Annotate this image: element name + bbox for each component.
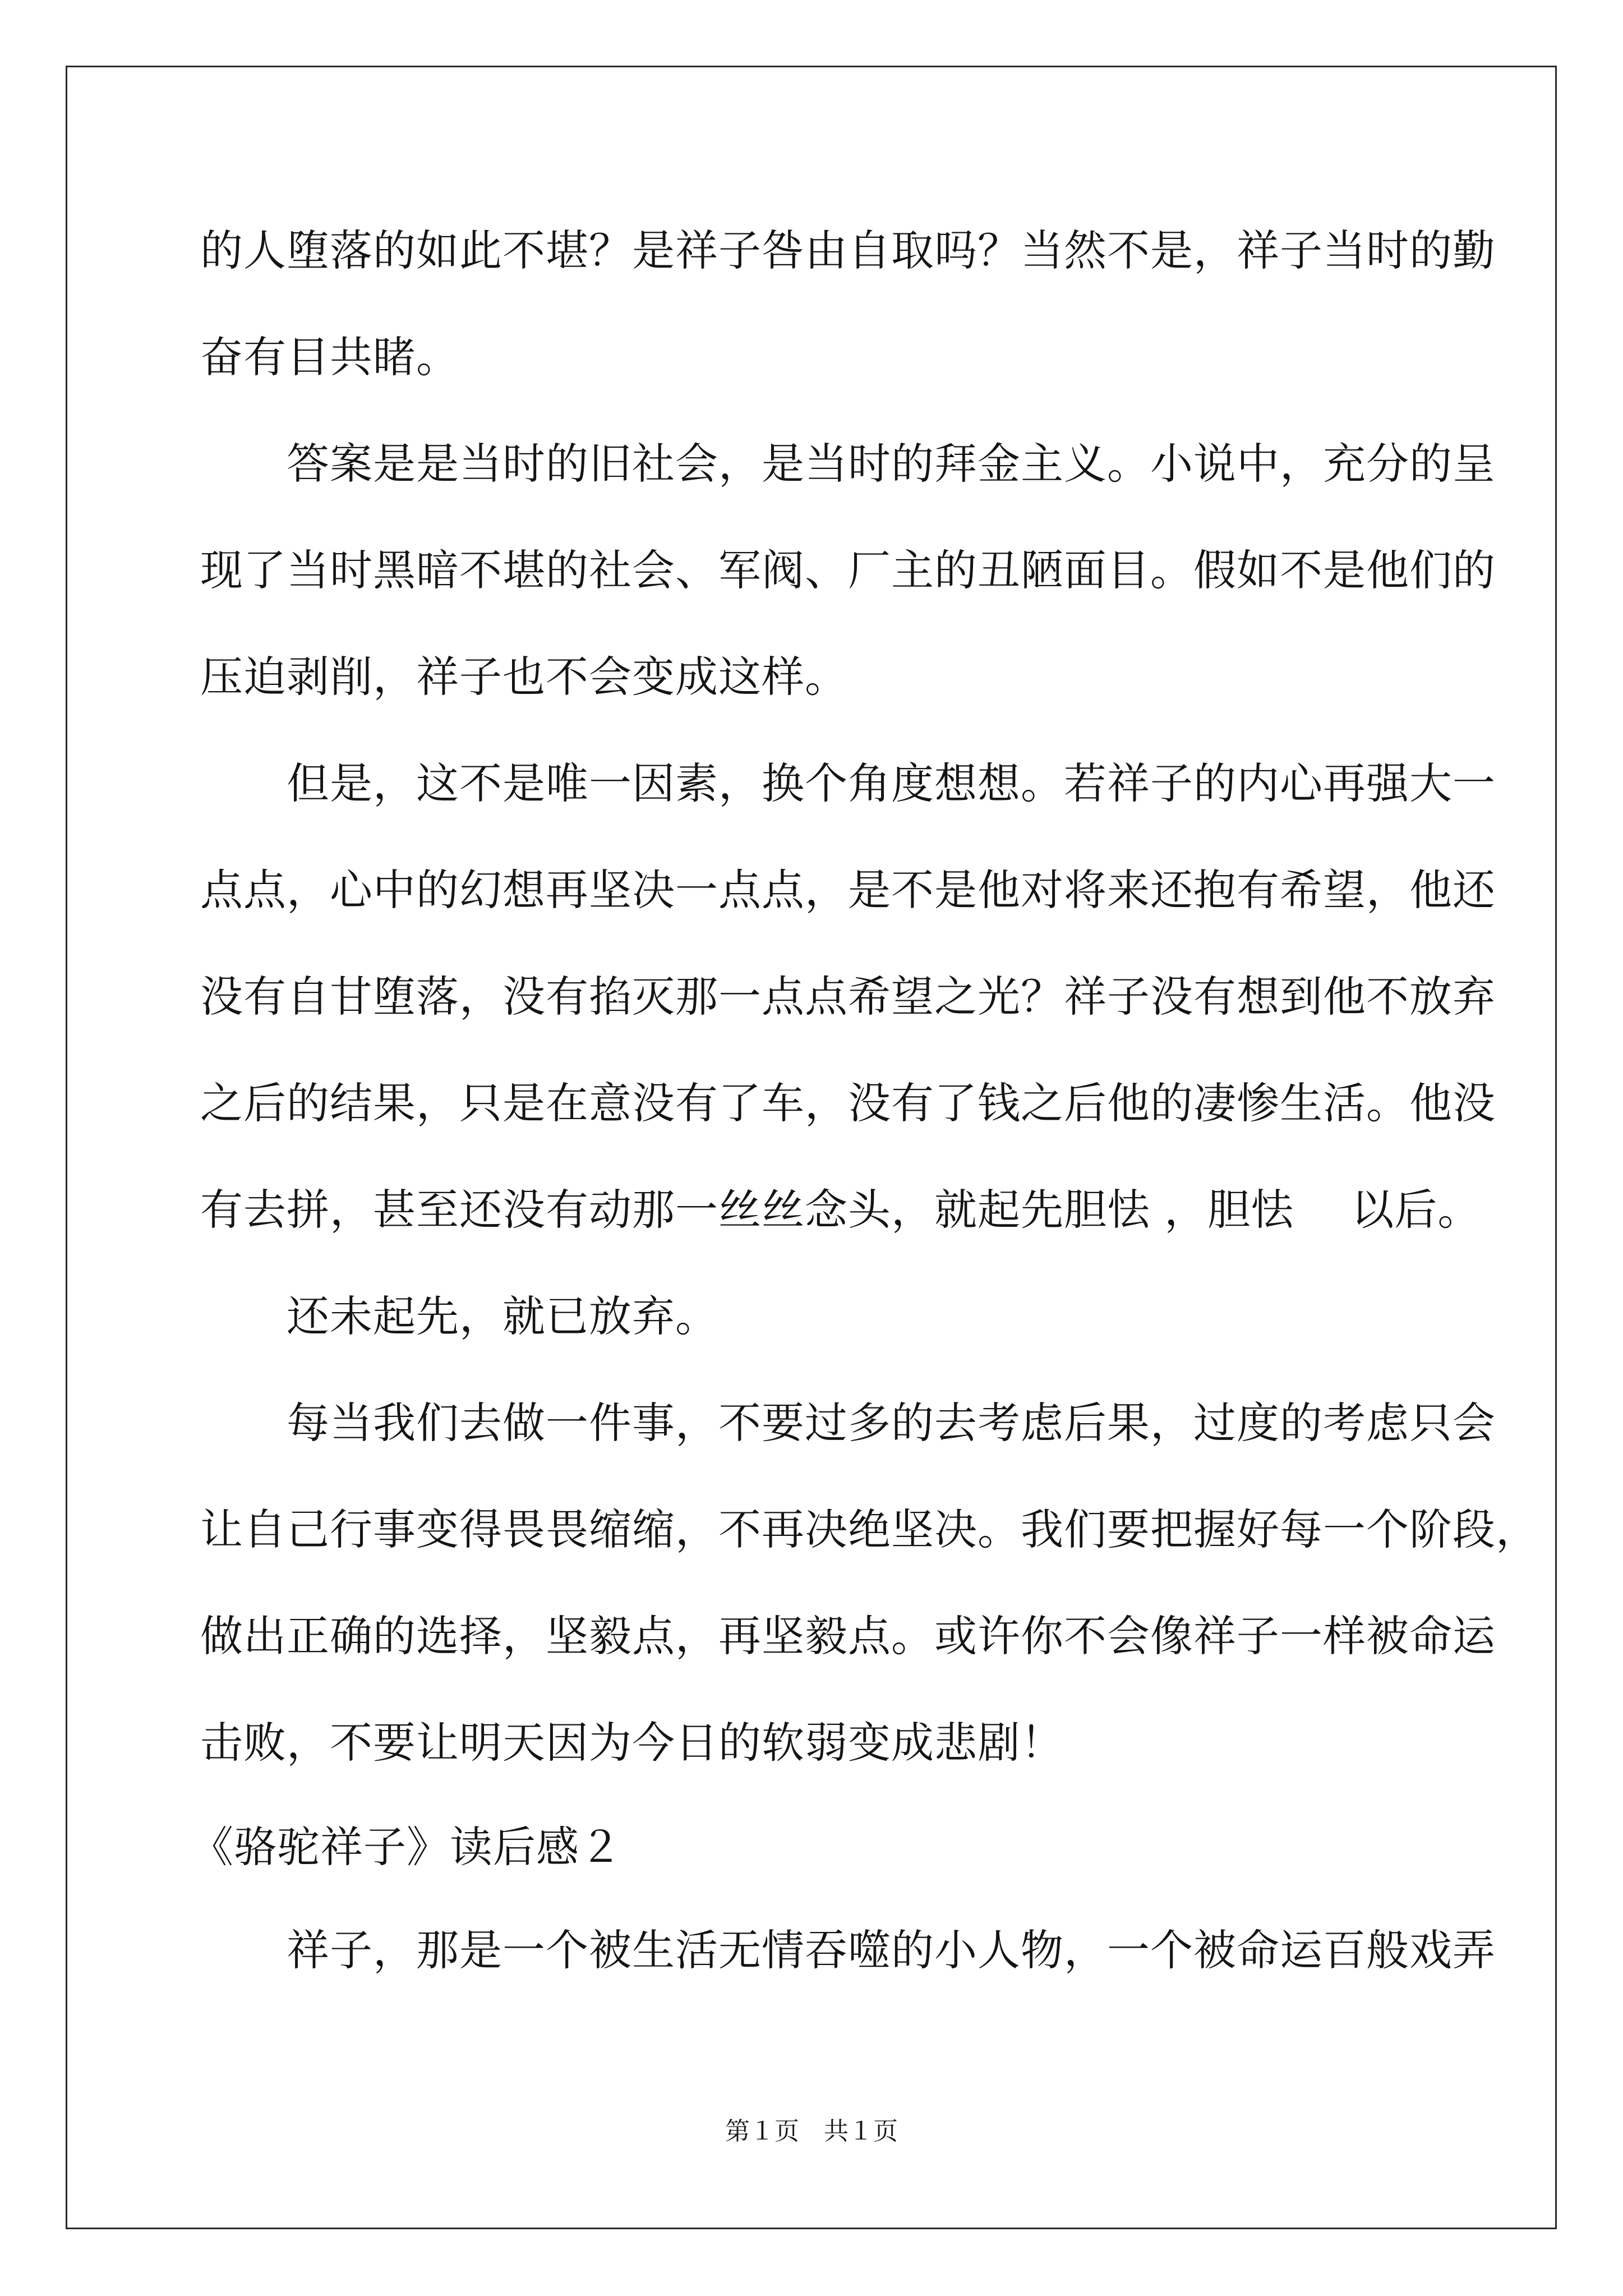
body-line: 让自己行事变得畏畏缩缩，不再决绝坚决。我们要把握好每一个阶段， xyxy=(200,1504,1539,1554)
body-line: 还未起先，就已放弃。 xyxy=(200,1291,718,1341)
body-line: 压迫剥削，祥子也不会变成这样。 xyxy=(200,652,848,702)
body-line: 做出正确的选择，坚毅点，再坚毅点。或许你不会像祥子一样被命运 xyxy=(200,1611,1496,1661)
body-line: 有去拼，甚至还没有动那一丝丝念头，就起先胆怯 ，胆怯 以后。 xyxy=(200,1185,1481,1235)
body-line: 的人堕落的如此不堪？是祥子咎由自取吗？当然不是，祥子当时的勤 xyxy=(200,226,1496,275)
body-line: 点点，心中的幻想再坚决一点点，是不是他对将来还抱有希望，他还 xyxy=(200,865,1496,915)
body-line: 每当我们去做一件事，不要过多的去考虑后果，过度的考虑只会 xyxy=(200,1398,1496,1448)
body-line: 击败，不要让明天因为今日的软弱变成悲剧！ xyxy=(200,1718,1064,1768)
body-line: 但是，这不是唯一因素，换个角度想想。若祥子的内心再强大一 xyxy=(200,758,1496,808)
section-heading: 《骆驼祥子》读后感２ xyxy=(191,1822,623,1872)
body-line: 奋有目共睹。 xyxy=(200,332,459,382)
page-number: 第１页 共１页 xyxy=(725,2117,898,2146)
body-line: 没有自甘堕落，没有掐灭那一点点希望之光？祥子没有想到他不放弃 xyxy=(200,972,1496,1022)
body-line: 之后的结果，只是在意没有了车，没有了钱之后他的凄惨生活。他没 xyxy=(200,1078,1496,1128)
body-line: 现了当时黑暗不堪的社会、军阀、厂主的丑陋面目。假如不是他们的 xyxy=(200,545,1496,595)
body-line: 祥子，那是一个被生活无情吞噬的小人物，一个被命运百般戏弄 xyxy=(200,1925,1496,1975)
body-line: 答案是是当时的旧社会，是当时的拜金主义。小说中，充分的呈 xyxy=(200,439,1496,489)
